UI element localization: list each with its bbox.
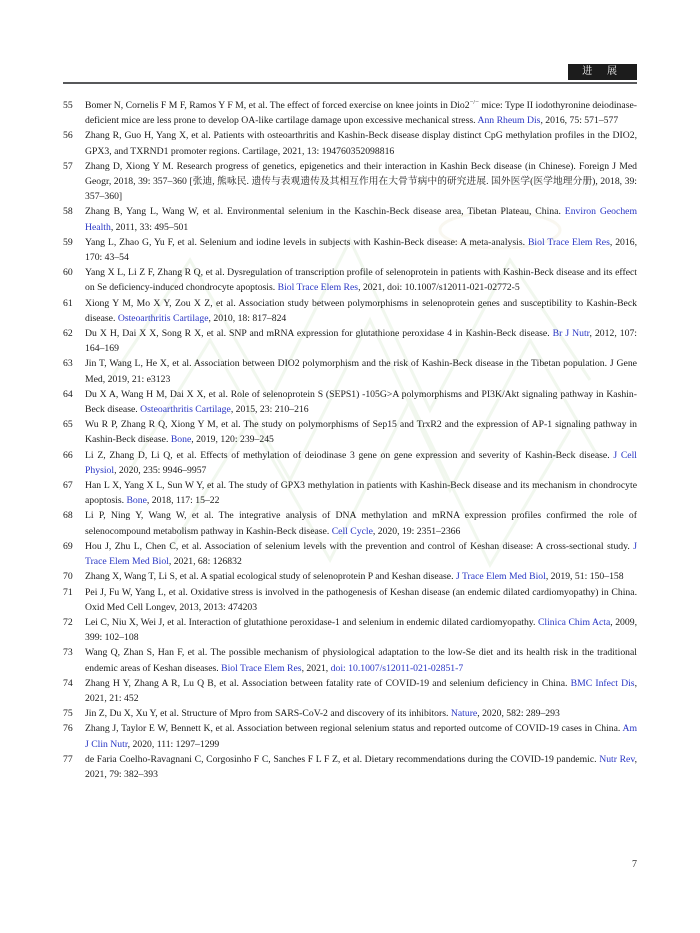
reference-number: 73 (63, 647, 73, 659)
page-header (63, 64, 637, 81)
journal-link[interactable]: Clinica Chim Acta (537, 616, 611, 628)
reference-list (63, 98, 637, 782)
reference-number: 61 (63, 297, 73, 309)
reference-text-segment: , 2021, (301, 662, 331, 674)
reference-text (85, 450, 637, 476)
reference-text (85, 298, 637, 324)
reference-item (63, 706, 637, 721)
journal-link[interactable]: doi: 10.1007/s12011-021-02851-7 (330, 662, 464, 674)
reference-number: 60 (63, 267, 73, 279)
reference-text (85, 389, 637, 415)
reference-text (85, 723, 637, 749)
reference-text (85, 161, 637, 202)
reference-text-segment: Yang L, Zhao G, Yu F, et al. Selenium and iodine levels in subjects with Kashin-Beck disease: A meta-analysis. (85, 236, 528, 248)
header-rule (63, 82, 637, 84)
reference-text (85, 678, 637, 704)
reference-text-segment: , 2009, 399: 102–108 (85, 616, 638, 644)
reference-text (85, 541, 637, 567)
reference-number: 58 (63, 206, 73, 218)
reference-text-segment: , 2021, doi: 10.1007/s12011-021-02772-5 (358, 282, 520, 294)
journal-link[interactable]: Cell Cycle (331, 525, 373, 537)
reference-number: 65 (63, 419, 73, 431)
section-badge (568, 64, 637, 80)
page-number: 7 (632, 859, 637, 870)
reference-text-segment: Zhang D, Xiong Y M. Research progress of genetics, epigenetics and their interaction in Kashin Beck disease (in Chinese). Foreign J Med Geogr, 2018, 39: 357–360 [张迪, 熊咏民. 遗传与表观遗传及其相互作用在大骨节病中的研究进展. 国外医学(医学地理分册), 2018, 39: 357–360] (85, 160, 637, 203)
reference-item (63, 265, 637, 295)
reference-item (63, 585, 637, 615)
reference-text-segment: , 2020, 111: 1297–1299 (127, 738, 220, 750)
reference-text-segment: , 2020, 235: 9946–9957 (114, 464, 207, 476)
reference-item (63, 417, 637, 447)
reference-text-segment: Bomer N, Cornelis F M F, Ramos Y F M, et al. The effect of forced exercise on knee joints in Dio2 (85, 100, 470, 111)
reference-text-segment: , 2019, 51: 150–158 (545, 571, 624, 583)
reference-number: 67 (63, 480, 73, 492)
reference-text (85, 647, 637, 673)
reference-text-segment: Li Z, Zhang D, Li Q, et al. Effects of methylation of deiodinase 3 gene on gene expression and severity of Kashin-Beck disease. (85, 449, 614, 461)
reference-text-segment: Li P, Ning Y, Wang W, et al. The integrative analysis of DNA methylation and mRNA expression profiles confirmed the role of selenocompound metabolism pathway in Kashin-Beck disease. (85, 510, 637, 537)
reference-number: 56 (63, 130, 73, 142)
reference-text-segment: , 2021, 21: 452 (85, 677, 637, 704)
journal-link[interactable]: J Trace Elem Med Biol (455, 571, 546, 583)
reference-item (63, 508, 637, 538)
reference-text-segment: , 2019, 120: 239–245 (191, 434, 274, 446)
reference-text-segment: , 2021, 79: 382–393 (85, 753, 637, 780)
reference-text-segment: Zhang J, Taylor E W, Bennett K, et al. Association between regional selenium status and reported outcome of COVID-19 cases in China. (85, 723, 623, 735)
reference-text (85, 100, 637, 126)
reference-number: 57 (63, 160, 73, 172)
reference-item (63, 615, 637, 645)
reference-number: 70 (63, 571, 73, 583)
reference-text-segment: , 2012, 107: 164–169 (85, 328, 637, 355)
reference-number: 68 (63, 510, 73, 522)
reference-text (85, 267, 637, 293)
reference-number: 62 (63, 328, 73, 340)
journal-link[interactable]: Am J Clin Nutr (85, 723, 637, 750)
reference-text-segment: Hou J, Zhu L, Chen C, et al. Association of selenium levels with the prevention and control of Keshan disease: A cross-sectional study. (85, 540, 634, 552)
reference-number: 76 (63, 723, 73, 735)
reference-text-segment: Zhang X, Wang T, Li S, et al. A spatial ecological study of selenoprotein P and Keshan disease. (85, 571, 456, 583)
reference-number: 71 (63, 586, 73, 598)
reference-text-segment: mice: Type II iodothyronine deiodinase-deficient mice are less prone to develop OA-like cartilage damage upon excessive mechanical stress. (85, 100, 637, 127)
reference-text-segment: , 2015, 23: 210–216 (230, 404, 309, 416)
reference-text (85, 571, 624, 582)
reference-text (85, 358, 637, 384)
reference-item (63, 296, 637, 326)
reference-text-segment: , 2020, 582: 289–293 (477, 708, 560, 720)
reference-text-segment: , 2021, 68: 126832 (168, 556, 242, 568)
reference-number: 75 (63, 708, 73, 720)
reference-text-segment: Jin T, Wang L, He X, et al. Association between DIO2 polymorphism and the risk of Kashin-Beck disease in the Tibetan population. J Gene Med, 2019, 21: e3123 (85, 358, 637, 385)
reference-number: 59 (63, 236, 73, 248)
journal-link[interactable]: Osteoarthritis Cartilage (140, 404, 231, 416)
reference-text (85, 480, 637, 506)
reference-item (63, 721, 637, 751)
journal-link[interactable]: BMC Infect Dis (570, 677, 635, 689)
reference-text (85, 617, 637, 643)
reference-item (63, 356, 637, 386)
reference-text (85, 419, 637, 445)
journal-link[interactable]: Biol Trace Elem Res (527, 236, 610, 248)
reference-text (85, 328, 637, 354)
reference-number: 64 (63, 388, 73, 400)
reference-item (63, 448, 637, 478)
journal-link[interactable]: Bone (170, 434, 192, 446)
reference-text (85, 754, 637, 780)
journal-link[interactable]: Osteoarthritis Cartilage (117, 312, 209, 324)
journal-link[interactable]: Nature (450, 708, 478, 720)
reference-item (63, 752, 637, 782)
reference-text-segment: Zhang R, Guo H, Yang X, et al. Patients with osteoarthritis and Kashin-Beck disease display distinct CpG methylation profiles in the DIO2, GPX3, and TXRND1 promoter regions. Cartilage, 2021, 13: 194760352098816 (85, 130, 637, 157)
reference-item (63, 569, 637, 584)
reference-text-segment: Lei C, Niu X, Wei J, et al. Interaction of glutathione peroxidase-1 and selenium in endemic dilated cardiomyopathy. (85, 616, 538, 628)
reference-text-segment: Pei J, Fu W, Yang L, et al. Oxidative stress is involved in the pathogenesis of Keshan disease (an endemic dilated cardiomyopathy) in China. Oxid Med Cell Longev, 2013, 2013: 474203 (85, 586, 637, 613)
reference-text-segment: Zhang B, Yang L, Wang W, et al. Environmental selenium in the Kaschin-Beck disease area, Tibetan Plateau, China. (85, 206, 565, 218)
reference-text-segment: de Faria Coelho-Ravagnani C, Corgosinho F C, Sanches F L F Z, et al. Dietary recommendations during the COVID-19 pandemic. (85, 753, 600, 765)
journal-link[interactable]: Environ Geochem Health (85, 206, 638, 233)
journal-link[interactable]: Biol Trace Elem Res (277, 282, 359, 294)
reference-text-segment: , 2016, 170: 43–54 (85, 236, 637, 264)
reference-text (85, 708, 560, 719)
reference-item (63, 204, 637, 234)
reference-item (63, 128, 637, 158)
reference-text-segment: Du X H, Dai X X, Song R X, et al. SNP and mRNA expression for glutathione peroxidase 4 in Kashin-Beck disease. (85, 328, 553, 340)
reference-item (63, 159, 637, 205)
reference-text-segment: Xiong Y M, Mo X Y, Zou X Z, et al. Association study between polymorphisms in selenoprotein genes and susceptibility to Kashin-Beck disease. (85, 297, 637, 324)
superscript-text: −/− (469, 98, 479, 106)
reference-item (63, 387, 637, 417)
journal-link[interactable]: Biol Trace Elem Res (221, 662, 302, 674)
reference-item (63, 645, 637, 675)
reference-item (63, 676, 637, 706)
section-badge-label: 进 展 (582, 66, 623, 77)
reference-item (63, 539, 637, 569)
reference-text-segment: Yang X L, Li Z F, Zhang R Q, et al. Dysregulation of transcription profile of selenoprotein in patients with Kashin-Beck disease and its effect on Se deficiency-induced chondrocyte apoptosis. (85, 267, 637, 294)
reference-text-segment: Jin Z, Du X, Xu Y, et al. Structure of Mpro from SARS-CoV-2 and discovery of its inhibitors. (85, 708, 451, 720)
reference-number: 55 (63, 100, 73, 111)
reference-text-segment: , 2011, 33: 495–501 (110, 221, 189, 233)
reference-text-segment: , 2016, 75: 571–577 (540, 115, 619, 127)
reference-number: 63 (63, 358, 73, 370)
reference-text-segment: Han L X, Yang X L, Sun W Y, et al. The study of GPX3 methylation in patients with Kashin-Beck disease and its mechanism in chondrocyte apoptosis. (85, 480, 637, 507)
journal-link[interactable]: J Trace Elem Med Biol (85, 540, 637, 568)
reference-number: 77 (63, 753, 73, 765)
reference-number: 66 (63, 449, 73, 461)
reference-item (63, 326, 637, 356)
reference-number: 74 (63, 677, 73, 689)
reference-text-segment: , 2020, 19: 2351–2366 (372, 525, 461, 537)
reference-text (85, 510, 637, 536)
reference-text-segment: , 2018, 117: 15–22 (146, 495, 220, 507)
reference-text-segment: Du X A, Wang H M, Dai X X, et al. Role of selenoprotein S (SEPS1) -105G>A polymorphisms and PI3K/Akt signaling pathway in Kashin-Beck disease. (85, 388, 637, 416)
reference-text (85, 130, 637, 156)
journal-link[interactable]: Bone (126, 495, 147, 507)
reference-number: 72 (63, 616, 73, 628)
reference-text (85, 237, 637, 263)
reference-item (63, 98, 637, 128)
reference-text (85, 206, 637, 232)
reference-text-segment: , 2010, 18: 817–824 (208, 312, 287, 324)
reference-text-segment: Wu R P, Zhang R Q, Xiong Y M, et al. The study on polymorphisms of Sep15 and TrxR2 and the expression of AP-1 signaling pathway in Kashin-Beck disease. (85, 419, 637, 446)
journal-link[interactable]: Ann Rheum Dis (477, 115, 541, 127)
reference-item (63, 478, 637, 508)
reference-number: 69 (63, 540, 73, 552)
reference-text-segment: Wang Q, Zhan S, Han F, et al. The possible mechanism of physiological adaptation to the low-Se diet and its health risk in the traditional endemic areas of Keshan diseases. (85, 647, 637, 674)
reference-item (63, 235, 637, 265)
journal-link[interactable]: J Cell Physiol (85, 449, 637, 476)
journal-link[interactable]: Br J Nutr (552, 328, 590, 340)
reference-text-segment: Zhang H Y, Zhang A R, Lu Q B, et al. Association between fatality rate of COVID-19 and selenium deficiency in China. (85, 677, 571, 689)
journal-link[interactable]: Nutr Rev (599, 753, 635, 765)
reference-text (85, 587, 637, 613)
